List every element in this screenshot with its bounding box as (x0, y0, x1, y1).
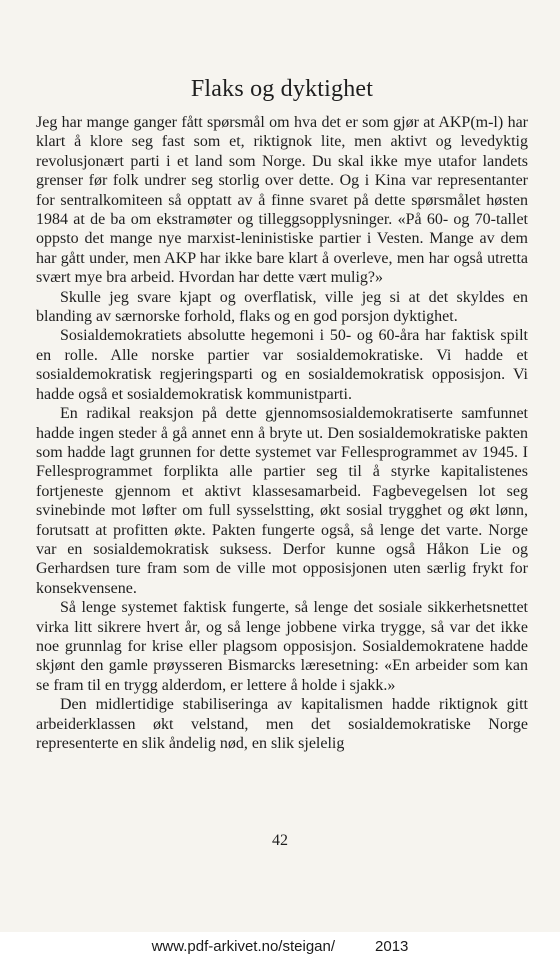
paragraph: En radikal reaksjon på dette gjennomsosialdemokratiserte samfunnet hadde ingen steder å gå annet enn å bryte ut. Den sosialdemokratiske pakten som hadde lagt grunnen for dette systemet var Fellesprogrammet av 1945. I Fellesprogrammet forplikta alle partier seg til å styrke kapitalistenes fortjeneste gjennom et aktivt klassesamarbeid. Fagbevegelsen lot seg svinebinde mot løfter om full sysselstting, økt sosial trygghet og økt lønn, forutsatt at profitten økte. Pakten fungerte også, så lenge det varte. Norge var en sosialdemokratisk suksess. Derfor kunne også Håkon Lie og Gerhardsen ture fram som de ville mot opposisjonen uten særlig frykt for konsekvensene. (36, 405, 528, 597)
page-content (36, 70, 528, 753)
paragraph: Skulle jeg svare kjapt og overflatisk, ville jeg si at det skyldes en blanding av særnorske forhold, flaks og en god porsjon dyktighet. (36, 288, 528, 326)
page-number: 42 (272, 832, 288, 849)
paragraph: Den midlertidige stabiliseringa av kapitalismen hadde riktignok gitt arbeiderklassen økt velstand, men det sosialdemokratiske Norge representerte en slik åndelig nød, en slik sjelelig (36, 696, 528, 752)
footer-year: 2013 (375, 938, 409, 955)
footer-url[interactable]: www.pdf-arkivet.no/steigan/ (151, 938, 336, 955)
paragraph: Så lenge systemet faktisk fungerte, så lenge det sosiale sikkerhetsnettet virka litt sikrere hvert år, og så lenge jobbene virka trygge, så var det ikke noe grunnlag for krise eller plagsom opposisjon. Sosialdemokratene hadde skjønt den gamle prøysseren Bismarcks læresetning: «En arbeider som kan se fram til en trygg alderdom, er lettere å holde i sjakk.» (36, 599, 528, 694)
paragraph: Sosialdemokratiets absolutte hegemoni i 50- og 60-åra har faktisk spilt en rolle. Alle norske partier var sosialdemokratiske. Vi hadde et sosialdemokratisk regjeringsparti og en sosialdemokratisk opposisjon. Vi hadde også et sosialdemokratisk kommunistparti. (36, 327, 528, 403)
footer (0, 932, 560, 968)
chapter-title: Flaks og dyktighet (190, 76, 374, 102)
paragraph: Jeg har mange ganger fått spørsmål om hva det er som gjør at AKP(m-l) har klart å klore seg fast som et, riktignok lite, men aktivt og levedyktig revolusjonært parti i et land som Norge. Du skal ikke mye utafor landets grenser før folk undrer seg storlig over dette. Og i Kina var representanter for sentralkomiteen så opptatt av å finne svaret på dette spørsmålet høsten 1984 at de ba om ekstramøter og tilleggsopplysninger. «På 60- og 70-tallet oppsto det mange nye marxist-leninistiske partier i Vesten. Mange av dem har gått under, men AKP har ikke bare klart å overleve, men har også utretta svært mye bra arbeid. Hvordan har dette vært mulig?» (36, 114, 528, 287)
